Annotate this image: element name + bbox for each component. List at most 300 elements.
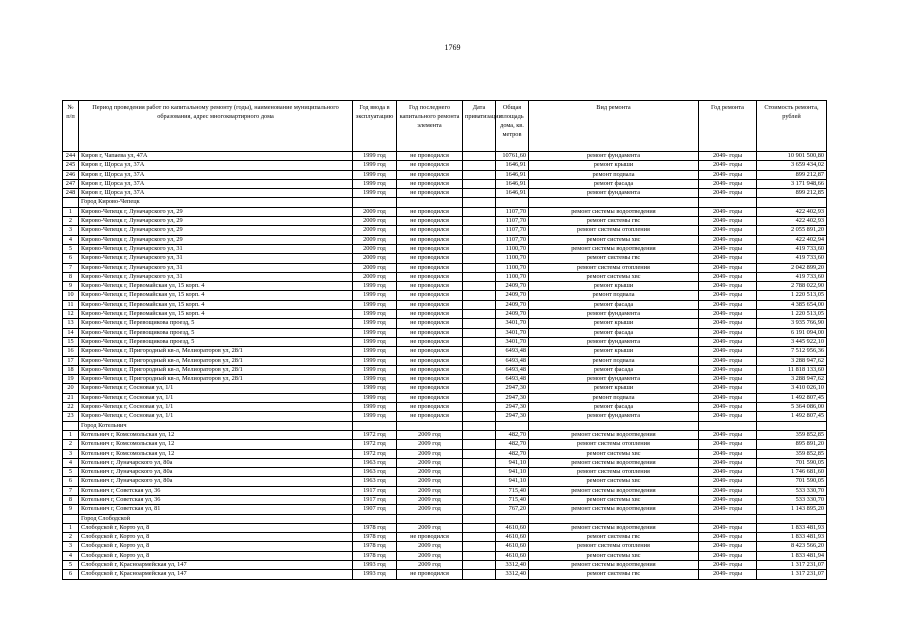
cell-repair-kind: ремонт крыши — [529, 347, 699, 356]
cell-privatization-date — [463, 505, 496, 514]
header-built-year: Год ввода в эксплуатацию — [353, 101, 397, 152]
cell-last-repair: 2009 год — [397, 505, 463, 514]
table-row — [63, 337, 827, 346]
cell-area: 6493,48 — [496, 365, 529, 374]
cell-area: 482,70 — [496, 430, 529, 439]
section-empty-cell — [463, 514, 496, 523]
cell-address: Котельнич г, Советская ул, 36 — [79, 495, 353, 504]
cell-built-year: 1999 год — [353, 365, 397, 374]
table-row — [63, 384, 827, 393]
table-row — [63, 254, 827, 263]
cell-last-repair: не проводился — [397, 152, 463, 161]
cell-privatization-date — [463, 337, 496, 346]
cell-cost: 422 402,94 — [757, 235, 827, 244]
cell-number: 15 — [63, 337, 79, 346]
cell-address: Кирово-Чепецк г, Сосновая ул, 1/1 — [79, 384, 353, 393]
cell-repair-kind: ремонт системы водоотведения — [529, 486, 699, 495]
table-row — [63, 263, 827, 272]
cell-built-year: 1978 год — [353, 551, 397, 560]
cell-address: Кирово-Чепецк г, Перевощикова проезд, 5 — [79, 337, 353, 346]
cell-address: Кирово-Чепецк г, Перевощикова проезд, 5 — [79, 328, 353, 337]
cell-built-year: 1978 год — [353, 523, 397, 532]
table-row — [63, 235, 827, 244]
section-number-cell — [63, 514, 79, 523]
cell-repair-kind: ремонт системы водоотведения — [529, 244, 699, 253]
cell-repair-kind: ремонт фундамента — [529, 189, 699, 198]
cell-cost: 422 402,93 — [757, 207, 827, 216]
section-empty-cell — [699, 198, 757, 207]
cell-built-year: 1917 год — [353, 486, 397, 495]
cell-address: Кирово-Чепецк г, Пригородный кв-л, Мелиораторов ул, 28/1 — [79, 375, 353, 384]
cell-repair-kind: ремонт фасада — [529, 403, 699, 412]
cell-privatization-date — [463, 495, 496, 504]
cell-number: 14 — [63, 328, 79, 337]
cell-repair-kind: ремонт подвала — [529, 170, 699, 179]
cell-repair-year: 2049- годы — [699, 570, 757, 579]
cell-repair-kind: ремонт крыши — [529, 319, 699, 328]
cell-built-year: 2009 год — [353, 272, 397, 281]
table-row — [63, 152, 827, 161]
cell-repair-year: 2049- годы — [699, 551, 757, 560]
section-empty-cell — [353, 514, 397, 523]
cell-area: 2409,70 — [496, 300, 529, 309]
table-row — [63, 477, 827, 486]
cell-built-year: 2009 год — [353, 244, 397, 253]
cell-address: Кирово-Чепецк г, Сосновая ул, 1/1 — [79, 403, 353, 412]
cell-cost: 8 423 566,20 — [757, 542, 827, 551]
cell-last-repair: 2009 год — [397, 495, 463, 504]
cell-number: 3 — [63, 542, 79, 551]
cell-number: 9 — [63, 282, 79, 291]
cell-last-repair: 2009 год — [397, 449, 463, 458]
cell-cost: 1 317 231,07 — [757, 561, 827, 570]
cell-address: Слободской г, Красноармейская ул, 147 — [79, 570, 353, 579]
cell-repair-year: 2049- годы — [699, 561, 757, 570]
cell-privatization-date — [463, 226, 496, 235]
cell-area: 4610,60 — [496, 533, 529, 542]
cell-address: Слободской г, Корто ул, 8 — [79, 523, 353, 532]
cell-area: 1646,91 — [496, 189, 529, 198]
cell-privatization-date — [463, 207, 496, 216]
cell-last-repair: не проводился — [397, 254, 463, 263]
section-empty-cell — [353, 198, 397, 207]
cell-repair-year: 2049- годы — [699, 356, 757, 365]
cell-repair-year: 2049- годы — [699, 254, 757, 263]
cell-privatization-date — [463, 570, 496, 579]
cell-built-year: 2009 год — [353, 235, 397, 244]
header-repair-year: Год ремонта — [699, 101, 757, 152]
cell-repair-kind: ремонт крыши — [529, 161, 699, 170]
table-row — [63, 570, 827, 579]
cell-privatization-date — [463, 486, 496, 495]
cell-cost: 2 042 899,20 — [757, 263, 827, 272]
cell-number: 13 — [63, 319, 79, 328]
cell-last-repair: не проводился — [397, 393, 463, 402]
cell-repair-year: 2049- годы — [699, 384, 757, 393]
cell-privatization-date — [463, 300, 496, 309]
cell-repair-kind: ремонт системы водоотведения — [529, 561, 699, 570]
cell-repair-year: 2049- годы — [699, 477, 757, 486]
cell-address: Кирово-Чепецк г, Луначарского ул, 29 — [79, 235, 353, 244]
header-privatization-date: Дата приватизации — [463, 101, 496, 152]
cell-built-year: 2009 год — [353, 217, 397, 226]
table-row — [63, 179, 827, 188]
cell-area: 1646,91 — [496, 170, 529, 179]
cell-number: 3 — [63, 449, 79, 458]
cell-cost: 419 733,60 — [757, 244, 827, 253]
cell-last-repair: 2009 год — [397, 561, 463, 570]
cell-cost: 419 733,60 — [757, 254, 827, 263]
cell-address: Киров г, Щорса ул, 37А — [79, 189, 353, 198]
cell-repair-year: 2049- годы — [699, 152, 757, 161]
cell-privatization-date — [463, 235, 496, 244]
cell-repair-kind: ремонт системы гвс — [529, 254, 699, 263]
cell-number: 3 — [63, 226, 79, 235]
cell-repair-kind: ремонт системы хвс — [529, 449, 699, 458]
cell-built-year: 2009 год — [353, 263, 397, 272]
cell-area: 2409,70 — [496, 310, 529, 319]
page-number: 1769 — [444, 43, 461, 52]
table-row — [63, 217, 827, 226]
table-body — [63, 152, 827, 580]
cell-area: 3312,40 — [496, 570, 529, 579]
cell-built-year: 1999 год — [353, 356, 397, 365]
cell-last-repair: не проводился — [397, 356, 463, 365]
cell-cost: 3 171 948,66 — [757, 179, 827, 188]
table-row — [63, 458, 827, 467]
cell-area: 3401,70 — [496, 319, 529, 328]
cell-cost: 422 402,93 — [757, 217, 827, 226]
table-row — [63, 403, 827, 412]
cell-repair-kind: ремонт системы хвс — [529, 272, 699, 281]
cell-repair-year: 2049- годы — [699, 533, 757, 542]
cell-number: 5 — [63, 244, 79, 253]
section-empty-cell — [397, 198, 463, 207]
cell-area: 3401,70 — [496, 337, 529, 346]
cell-cost: 701 590,05 — [757, 458, 827, 467]
table-row — [63, 505, 827, 514]
cell-number: 245 — [63, 161, 79, 170]
section-title: Город Слободской — [79, 514, 353, 523]
section-title: Город Кирово-Чепецк — [79, 198, 353, 207]
cell-repair-year: 2049- годы — [699, 365, 757, 374]
cell-built-year: 1999 год — [353, 291, 397, 300]
cell-cost: 6 191 094,00 — [757, 328, 827, 337]
section-title: Город Котельнич — [79, 421, 353, 430]
cell-cost: 1 833 481,93 — [757, 523, 827, 532]
cell-last-repair: не проводился — [397, 328, 463, 337]
cell-built-year: 1963 год — [353, 458, 397, 467]
cell-number: 12 — [63, 310, 79, 319]
header-repair-kind: Вид ремонта — [529, 101, 699, 152]
header-address: Период проведения работ по капитальному ремонту (годы), наименование муниципального образования, адрес многоквартирного дома — [79, 101, 353, 152]
cell-built-year: 1999 год — [353, 152, 397, 161]
cell-address: Кирово-Чепецк г, Перевощикова проезд, 5 — [79, 319, 353, 328]
cell-built-year: 1972 год — [353, 449, 397, 458]
cell-privatization-date — [463, 449, 496, 458]
table-row — [63, 291, 827, 300]
cell-privatization-date — [463, 542, 496, 551]
cell-repair-year: 2049- годы — [699, 412, 757, 421]
cell-repair-year: 2049- годы — [699, 300, 757, 309]
section-number-cell — [63, 421, 79, 430]
cell-last-repair: не проводился — [397, 217, 463, 226]
table-row — [63, 533, 827, 542]
cell-built-year: 1999 год — [353, 393, 397, 402]
cell-address: Котельнич г, Луначарского ул, 80а — [79, 477, 353, 486]
cell-repair-kind: ремонт системы водоотведения — [529, 523, 699, 532]
cell-last-repair: 2009 год — [397, 551, 463, 560]
section-empty-cell — [397, 514, 463, 523]
cell-area: 3401,70 — [496, 328, 529, 337]
cell-repair-year: 2049- годы — [699, 282, 757, 291]
cell-number: 6 — [63, 254, 79, 263]
cell-repair-kind: ремонт фасада — [529, 328, 699, 337]
cell-built-year: 1999 год — [353, 384, 397, 393]
cell-last-repair: не проводился — [397, 235, 463, 244]
cell-privatization-date — [463, 375, 496, 384]
cell-privatization-date — [463, 347, 496, 356]
cell-address: Кирово-Чепецк г, Луначарского ул, 29 — [79, 207, 353, 216]
section-empty-cell — [699, 514, 757, 523]
section-empty-cell — [529, 198, 699, 207]
cell-last-repair: 2009 год — [397, 458, 463, 467]
cell-address: Кирово-Чепецк г, Первомайская ул, 15 корп. 4 — [79, 300, 353, 309]
cell-repair-kind: ремонт системы отопления — [529, 542, 699, 551]
cell-area: 715,40 — [496, 495, 529, 504]
cell-privatization-date — [463, 393, 496, 402]
cell-last-repair: 2009 год — [397, 486, 463, 495]
cell-privatization-date — [463, 254, 496, 263]
cell-repair-kind: ремонт системы хвс — [529, 477, 699, 486]
cell-repair-year: 2049- годы — [699, 458, 757, 467]
cell-cost: 3 288 947,62 — [757, 356, 827, 365]
cell-address: Котельнич г, Луначарского ул, 80а — [79, 458, 353, 467]
cell-area: 767,20 — [496, 505, 529, 514]
cell-address: Котельнич г, Советская ул, 81 — [79, 505, 353, 514]
cell-repair-kind: ремонт подвала — [529, 393, 699, 402]
cell-built-year: 1978 год — [353, 542, 397, 551]
cell-last-repair: не проводился — [397, 365, 463, 374]
cell-cost: 1 220 513,05 — [757, 291, 827, 300]
section-empty-cell — [397, 421, 463, 430]
cell-number: 1 — [63, 523, 79, 532]
cell-cost: 701 590,05 — [757, 477, 827, 486]
cell-repair-kind: ремонт системы отопления — [529, 468, 699, 477]
header-cost: Стоимость ремонта, рублей — [757, 101, 827, 152]
cell-built-year: 1972 год — [353, 430, 397, 439]
cell-repair-kind: ремонт фундамента — [529, 310, 699, 319]
table-row — [63, 328, 827, 337]
cell-address: Кирово-Чепецк г, Луначарского ул, 31 — [79, 244, 353, 253]
cell-area: 6493,48 — [496, 356, 529, 365]
cell-address: Кирово-Чепецк г, Луначарского ул, 31 — [79, 263, 353, 272]
cell-repair-year: 2049- годы — [699, 523, 757, 532]
cell-number: 8 — [63, 495, 79, 504]
repair-program-table — [62, 100, 827, 580]
cell-built-year: 2009 год — [353, 226, 397, 235]
cell-built-year: 1999 год — [353, 161, 397, 170]
cell-last-repair: не проводился — [397, 244, 463, 253]
cell-privatization-date — [463, 477, 496, 486]
cell-address: Кирово-Чепецк г, Луначарского ул, 31 — [79, 272, 353, 281]
cell-number: 8 — [63, 272, 79, 281]
cell-privatization-date — [463, 179, 496, 188]
cell-repair-year: 2049- годы — [699, 440, 757, 449]
cell-number: 23 — [63, 412, 79, 421]
cell-privatization-date — [463, 430, 496, 439]
cell-last-repair: не проводился — [397, 272, 463, 281]
cell-repair-kind: ремонт фасада — [529, 179, 699, 188]
cell-area: 482,70 — [496, 449, 529, 458]
cell-last-repair: 2009 год — [397, 468, 463, 477]
cell-number: 19 — [63, 375, 79, 384]
section-empty-cell — [757, 198, 827, 207]
cell-number: 5 — [63, 561, 79, 570]
cell-repair-year: 2049- годы — [699, 207, 757, 216]
cell-last-repair: не проводился — [397, 412, 463, 421]
cell-repair-year: 2049- годы — [699, 161, 757, 170]
cell-repair-kind: ремонт системы гвс — [529, 570, 699, 579]
cell-built-year: 1999 год — [353, 403, 397, 412]
cell-cost: 3 288 947,62 — [757, 375, 827, 384]
cell-cost: 899 212,87 — [757, 170, 827, 179]
cell-number: 247 — [63, 179, 79, 188]
cell-repair-kind: ремонт фасада — [529, 300, 699, 309]
cell-number: 20 — [63, 384, 79, 393]
cell-address: Кирово-Чепецк г, Сосновая ул, 1/1 — [79, 393, 353, 402]
cell-built-year: 1917 год — [353, 495, 397, 504]
header-last-repair: Год последнего капитального ремонта элемента — [397, 101, 463, 152]
cell-last-repair: не проводился — [397, 189, 463, 198]
table-row — [63, 440, 827, 449]
cell-number: 7 — [63, 263, 79, 272]
cell-area: 1107,70 — [496, 226, 529, 235]
cell-area: 2947,30 — [496, 393, 529, 402]
cell-repair-year: 2049- годы — [699, 217, 757, 226]
table-row — [63, 486, 827, 495]
cell-privatization-date — [463, 282, 496, 291]
table-row — [63, 393, 827, 402]
cell-repair-kind: ремонт системы отопления — [529, 263, 699, 272]
cell-repair-year: 2049- годы — [699, 403, 757, 412]
cell-area: 2409,70 — [496, 291, 529, 300]
cell-built-year: 1963 год — [353, 477, 397, 486]
cell-repair-year: 2049- годы — [699, 449, 757, 458]
cell-area: 1100,70 — [496, 244, 529, 253]
cell-number: 11 — [63, 300, 79, 309]
table-row — [63, 207, 827, 216]
cell-repair-year: 2049- годы — [699, 310, 757, 319]
cell-privatization-date — [463, 263, 496, 272]
cell-area: 4610,60 — [496, 551, 529, 560]
cell-cost: 899 212,85 — [757, 189, 827, 198]
table-row — [63, 347, 827, 356]
cell-area: 1100,70 — [496, 272, 529, 281]
cell-area: 4610,60 — [496, 542, 529, 551]
cell-address: Котельнич г, Комсомольская ул, 12 — [79, 449, 353, 458]
cell-built-year: 1999 год — [353, 170, 397, 179]
cell-area: 3312,40 — [496, 561, 529, 570]
cell-repair-kind: ремонт фундамента — [529, 375, 699, 384]
cell-repair-year: 2049- годы — [699, 430, 757, 439]
cell-area: 1107,70 — [496, 235, 529, 244]
cell-repair-year: 2049- годы — [699, 347, 757, 356]
table-row — [63, 412, 827, 421]
cell-area: 4610,60 — [496, 523, 529, 532]
cell-address: Котельнич г, Комсомольская ул, 12 — [79, 440, 353, 449]
cell-number: 18 — [63, 365, 79, 374]
cell-area: 1107,70 — [496, 217, 529, 226]
cell-cost: 11 818 133,60 — [757, 365, 827, 374]
section-empty-cell — [529, 421, 699, 430]
cell-last-repair: не проводился — [397, 337, 463, 346]
section-empty-cell — [496, 514, 529, 523]
table-row — [63, 300, 827, 309]
cell-privatization-date — [463, 440, 496, 449]
cell-last-repair: 2009 год — [397, 440, 463, 449]
cell-built-year: 2009 год — [353, 254, 397, 263]
cell-repair-year: 2049- годы — [699, 291, 757, 300]
cell-repair-kind: ремонт системы гвс — [529, 533, 699, 542]
cell-number: 21 — [63, 393, 79, 402]
cell-cost: 7 512 956,36 — [757, 347, 827, 356]
cell-built-year: 1993 год — [353, 561, 397, 570]
cell-last-repair: не проводился — [397, 207, 463, 216]
cell-address: Котельнич г, Луначарского ул, 80а — [79, 468, 353, 477]
cell-area: 941,10 — [496, 468, 529, 477]
cell-number: 7 — [63, 486, 79, 495]
cell-last-repair: 2009 год — [397, 523, 463, 532]
cell-address: Слободской г, Красноармейская ул, 147 — [79, 561, 353, 570]
cell-built-year: 1907 год — [353, 505, 397, 514]
cell-built-year: 1999 год — [353, 189, 397, 198]
cell-cost: 359 852,85 — [757, 449, 827, 458]
cell-repair-year: 2049- годы — [699, 393, 757, 402]
section-empty-cell — [353, 421, 397, 430]
cell-repair-kind: ремонт фундамента — [529, 152, 699, 161]
cell-last-repair: 2009 год — [397, 430, 463, 439]
cell-address: Кирово-Чепецк г, Первомайская ул, 15 корп. 4 — [79, 291, 353, 300]
cell-number: 22 — [63, 403, 79, 412]
section-row — [63, 514, 827, 523]
cell-number: 9 — [63, 505, 79, 514]
section-empty-cell — [757, 514, 827, 523]
cell-built-year: 1999 год — [353, 328, 397, 337]
cell-repair-year: 2049- годы — [699, 337, 757, 346]
section-empty-cell — [496, 421, 529, 430]
cell-last-repair: не проводился — [397, 403, 463, 412]
cell-repair-kind: ремонт системы хвс — [529, 235, 699, 244]
cell-cost: 1 492 807,45 — [757, 412, 827, 421]
section-row — [63, 198, 827, 207]
section-empty-cell — [757, 421, 827, 430]
cell-address: Киров г, Щорса ул, 37А — [79, 170, 353, 179]
cell-repair-year: 2049- годы — [699, 375, 757, 384]
cell-area: 10761,60 — [496, 152, 529, 161]
cell-cost: 10 901 500,80 — [757, 152, 827, 161]
cell-privatization-date — [463, 319, 496, 328]
cell-privatization-date — [463, 356, 496, 365]
table-row — [63, 523, 827, 532]
cell-area: 2947,30 — [496, 403, 529, 412]
cell-area: 1100,70 — [496, 263, 529, 272]
cell-privatization-date — [463, 523, 496, 532]
cell-area: 941,10 — [496, 458, 529, 467]
cell-address: Кирово-Чепецк г, Пригородный кв-л, Мелиораторов ул, 28/1 — [79, 356, 353, 365]
table-row — [63, 561, 827, 570]
cell-last-repair: не проводился — [397, 310, 463, 319]
